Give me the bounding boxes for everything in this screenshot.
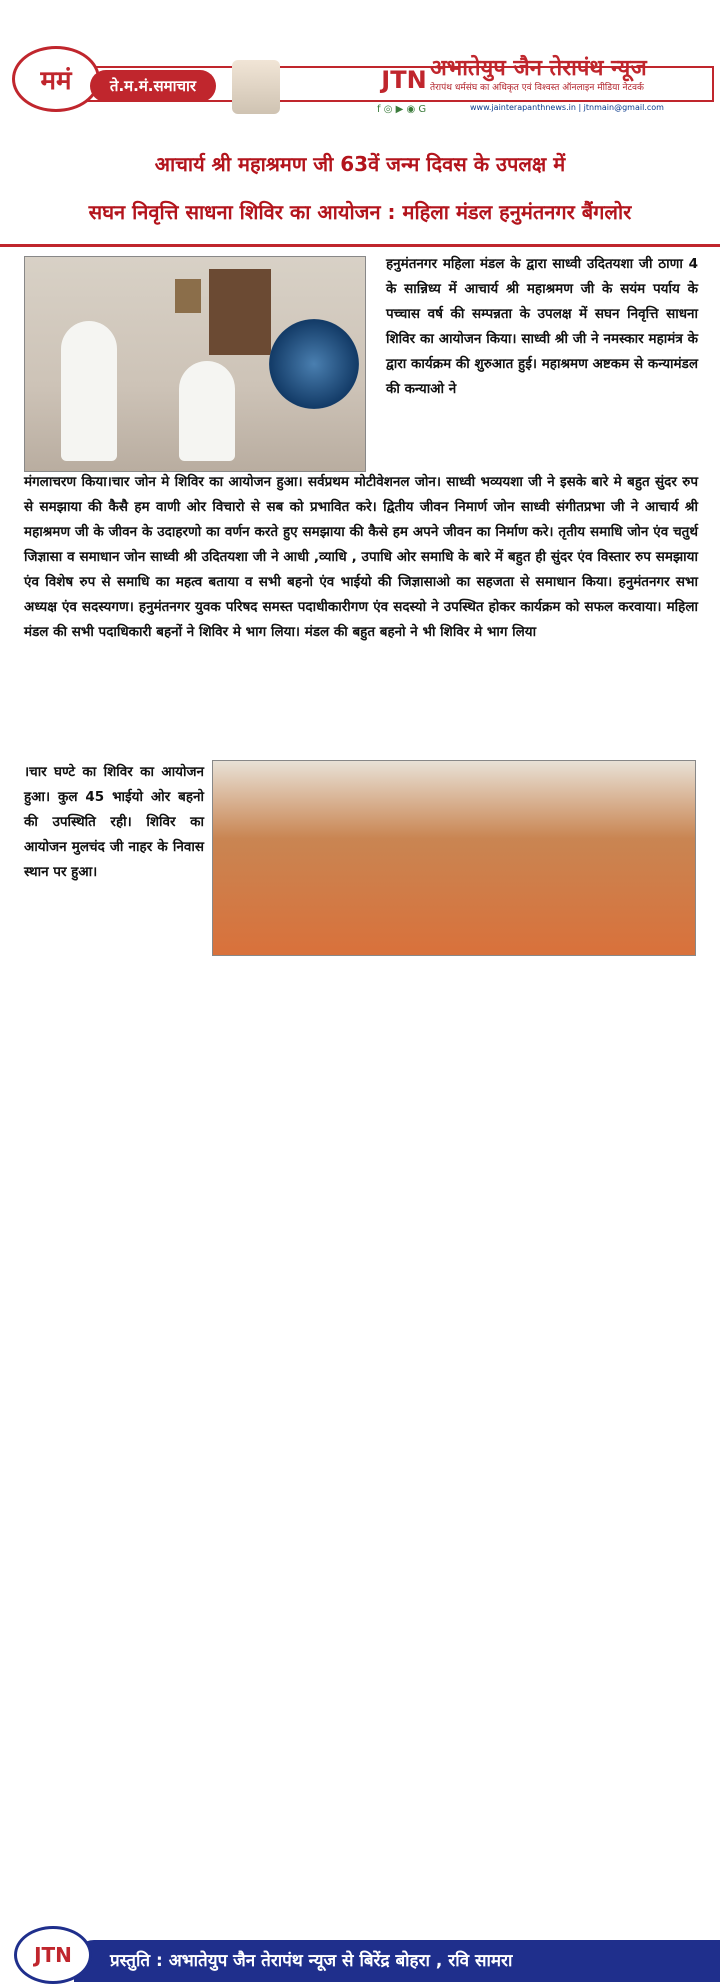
sadhvi-seated-figure <box>179 361 235 461</box>
article-closing: ।चार घण्टे का शिविर का आयोजन हुआ। कुल 45 भाईयो ओर बहनो की उपस्थिति रही। शिविर का आयोजन मुलचंद जी नाहर के निवास स्थान पर हुआ। <box>24 764 204 880</box>
acharya-portrait-icon <box>232 60 280 114</box>
footer-credit: प्रस्तुति : अभातेयुप जैन तेरापंथ न्यूज से बिरेंद्र बोहरा , रवि सामरा <box>110 1951 513 1971</box>
footer <box>0 964 720 1971</box>
logo-text: ममं <box>40 66 72 96</box>
footer-jtn-logo <box>14 1926 92 1984</box>
small-portrait <box>175 279 201 313</box>
samachar-tag-label: ते.म.मं.समाचार <box>109 77 197 95</box>
header <box>0 0 720 118</box>
sadhvi-standing-figure <box>61 321 117 461</box>
footer-logo-text: JTN <box>34 1943 72 1967</box>
article-body: मंगलाचरण किया।चार जोन मे शिविर का आयोजन हुआ। सर्वप्रथम मोटीवेशनल जोन। साध्वी भव्ययशा जी ने इसके बारे मे बहुत सुंदर रुप से समझाया की कैसै हम वाणी ओर विचारो से सब को प्रभावित करे। द्वितीय जीवन निमार्ण जोन साध्वी संगीतप्रभा जी ने आचार्य श्री महाश्रमण जी के जीवन के उदाहरणो का वर्णन करते हुए समझाया की कैसे हम अपने जीवन का निर्माण करे। तृतीय समाधि जोन एंव चतुर्थ जिज्ञासा व समाधान जोन साध्वी श्री उदितयशा जी ने आधी ,व्याधि , उपाधि ओर समाधि के बारे में बहुत ही सुंदर एंव विस्तार रुप समझाया एंव विशेष रुप से समाधि का महत्व बताया व सभी बहनो एंव भाईयो की जिज्ञासाओ का सहजता से समाधान किया। हनुमंतनगर सभा अध्यक्ष एंव सदस्यगण। हनुमंतनगर युवक परिषद समस्त पदाधीकारीगण एंव सदस्यो ने उपस्थित होकर कार्यक्रम को सफल करवाया। महिला मंडल की सभी पदाधिकारी बहनों ने शिविर मे भाग लिया। मंडल की बहुत बहनो ने भी शिविर मे भाग लिया <box>24 474 698 640</box>
brand-contact: www.jainterapanthnews.in | jtnmain@gmail.com <box>470 103 664 112</box>
decorative-wheel <box>269 319 359 409</box>
jtn-logo: JTN <box>381 66 427 94</box>
headline-line-1: आचार्य श्री महाश्रमण जी 63वें जन्म दिवस के उपलक्ष में <box>154 152 566 176</box>
social-icons: f ◎ ▶ ◉ G <box>377 104 427 115</box>
mahila-mandal-logo <box>12 46 100 112</box>
event-photo-audience <box>212 760 696 956</box>
framed-portrait <box>209 269 271 355</box>
brand-subtitle: तेरापंथ धर्मसंघ का अधिकृत एवं विश्वस्त ऑनलाइन मीडिया नेटवर्क <box>430 83 644 93</box>
headline-line-2: सघन निवृत्ति साधना शिविर का आयोजन : महिला मंडल हनुमंतनगर बैंगलोर <box>88 200 632 224</box>
samachar-tag <box>90 70 216 102</box>
article-intro: हनुमंतनगर महिला मंडल के द्वारा साध्वी उदितयशा जी ठाणा 4 के सान्निध्य में आचार्य श्री महाश्रमण जी के सयंम पर्याय के पच्चास वर्ष की सम्पन्नता के उपलक्ष में सघन निवृत्ति साधना शिविर का आयोजन किया। साध्वी श्री जी ने नमस्कार महामंत्र के द्वारा कार्यक्रम की शुरुआत हुई। महाश्रमण अष्टकम से कन्यामंडल की कन्याओ ने <box>386 256 698 397</box>
headline-divider <box>0 244 720 247</box>
brand-title: अभातेयुप जैन तेरापंथ न्यूज <box>430 56 647 81</box>
event-photo-sadhvi <box>24 256 366 472</box>
